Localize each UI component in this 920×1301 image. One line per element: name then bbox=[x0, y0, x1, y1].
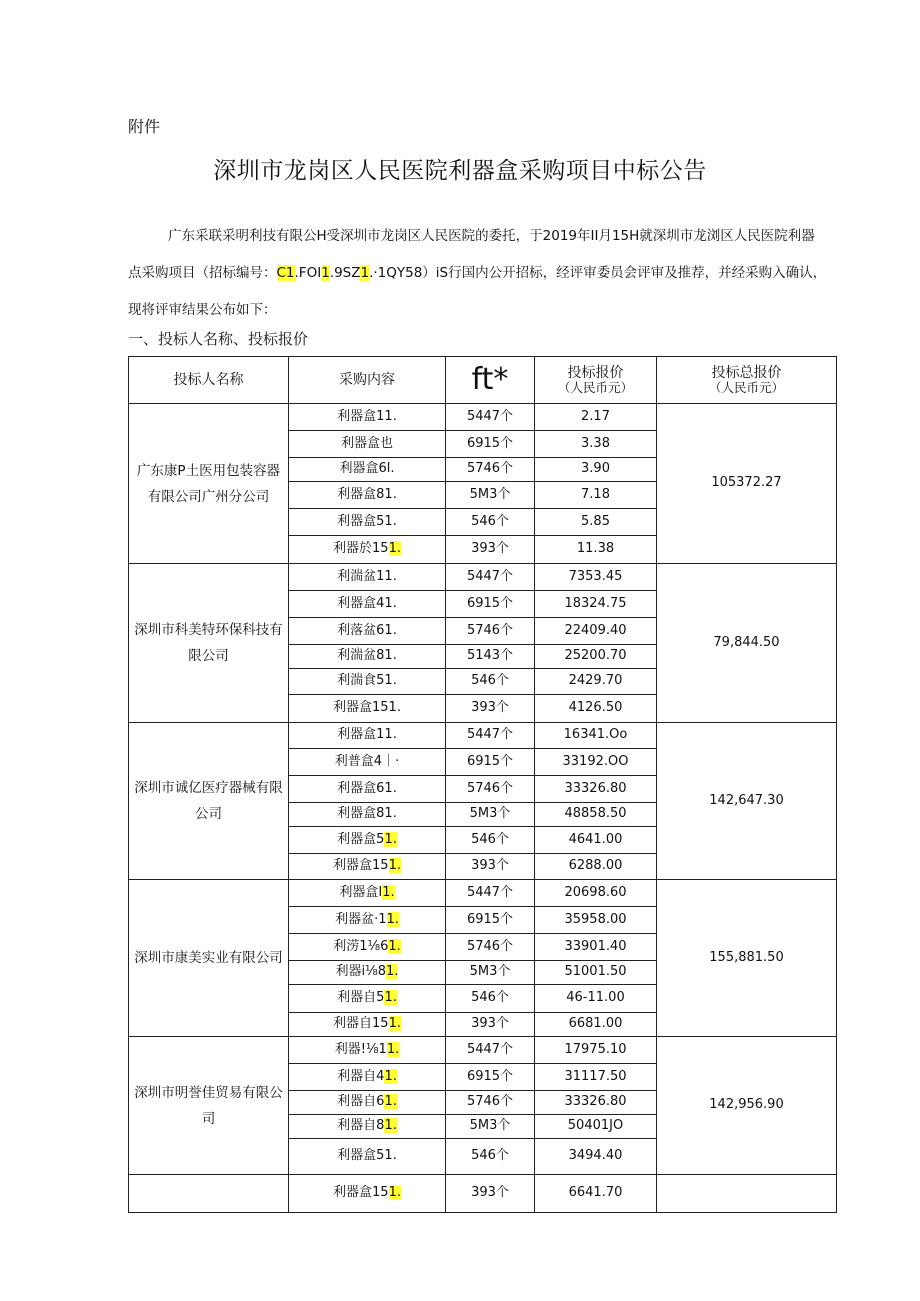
header-total bbox=[657, 357, 837, 404]
bidder-name: 深圳市康美实业有限公司 bbox=[129, 880, 289, 1037]
item-name: 利湍盆81. bbox=[337, 648, 397, 664]
item-cell bbox=[289, 749, 446, 776]
item-cell bbox=[289, 961, 446, 985]
table-row bbox=[129, 1175, 837, 1213]
item-cell bbox=[289, 1175, 446, 1213]
item-highlight: 1. bbox=[382, 884, 395, 900]
header-content: 采购内容 bbox=[289, 357, 446, 404]
item-cell bbox=[289, 591, 446, 618]
item-highlight: 1. bbox=[388, 1185, 401, 1201]
table-row bbox=[129, 564, 837, 591]
quantity-cell: 5M3个 bbox=[446, 1115, 535, 1139]
table-header-row bbox=[129, 357, 837, 404]
item-name: 利器盒也 bbox=[340, 435, 393, 451]
price-cell: 6288.00 bbox=[535, 854, 657, 880]
bid-table-body bbox=[129, 404, 837, 1213]
quantity-cell: 6915个 bbox=[446, 907, 535, 934]
item-highlight: 1. bbox=[388, 858, 401, 874]
item-cell bbox=[289, 723, 446, 749]
price-cell: 18324.75 bbox=[535, 591, 657, 618]
item-cell bbox=[289, 404, 446, 431]
item-name: 利器盒15 bbox=[333, 858, 389, 874]
price-cell: 3.90 bbox=[535, 458, 657, 482]
item-name: 利器盒81. bbox=[337, 486, 397, 502]
item-name: 利湍盆11. bbox=[337, 568, 397, 584]
price-cell: 31117.50 bbox=[535, 1064, 657, 1091]
quantity-cell: 5447个 bbox=[446, 404, 535, 431]
item-cell bbox=[289, 776, 446, 803]
item-name: 利器盒11. bbox=[337, 408, 397, 424]
price-cell: 46-11.00 bbox=[535, 985, 657, 1013]
quantity-cell: 546个 bbox=[446, 509, 535, 536]
item-name: 利器自8 bbox=[337, 1118, 385, 1134]
total-price bbox=[657, 1175, 837, 1213]
item-cell bbox=[289, 482, 446, 509]
page-title: 深圳市龙岗区人民医院利器盒采购项目中标公告 bbox=[213, 158, 707, 184]
item-highlight: 1. bbox=[384, 1094, 397, 1110]
item-name: 利器盒11. bbox=[337, 727, 397, 743]
item-name: 利器盆·1 bbox=[335, 911, 387, 927]
intro-text-c: .9SZ bbox=[329, 265, 361, 281]
item-cell bbox=[289, 1037, 446, 1064]
item-highlight: 1. bbox=[384, 831, 397, 847]
item-name: 利器!⅛1 bbox=[334, 1041, 387, 1057]
price-cell: 3494.40 bbox=[535, 1139, 657, 1175]
quantity-cell: 5143个 bbox=[446, 645, 535, 669]
price-cell: 51001.50 bbox=[535, 961, 657, 985]
price-cell: 35958.00 bbox=[535, 907, 657, 934]
item-name: 利器盒6l. bbox=[339, 461, 395, 477]
item-cell bbox=[289, 695, 446, 723]
table-row bbox=[129, 723, 837, 749]
price-cell: 48858.50 bbox=[535, 803, 657, 827]
quantity-cell: 393个 bbox=[446, 1013, 535, 1037]
item-cell bbox=[289, 645, 446, 669]
quantity-cell: 5447个 bbox=[446, 723, 535, 749]
price-cell: 5.85 bbox=[535, 509, 657, 536]
quantity-cell: 5447个 bbox=[446, 564, 535, 591]
total-price: 79,844.50 bbox=[657, 564, 837, 723]
price-cell: 22409.40 bbox=[535, 618, 657, 645]
quantity-cell: 393个 bbox=[446, 536, 535, 564]
item-cell bbox=[289, 854, 446, 880]
price-cell: 25200.70 bbox=[535, 645, 657, 669]
intro-text-d: .·1QY58）iS行国内公开招标，经评审委员会评审及推荐，并经采购入确认，现将评审结果公布如下： bbox=[128, 265, 827, 318]
bidder-name: 深圳市科美特环保科技有限公司 bbox=[129, 564, 289, 723]
quantity-cell: 5447个 bbox=[446, 880, 535, 907]
item-name: 利器盒41. bbox=[337, 595, 397, 611]
intro-text-a: 广东采联采明利技有限公H受深圳市龙岗区人民医院的委托，于2019年II月15H就深圳市龙浏区人民医院利器点采购项目（招标编号： bbox=[128, 228, 815, 281]
item-name: 利器盒81. bbox=[337, 806, 397, 822]
item-highlight: 1. bbox=[386, 1041, 400, 1057]
price-cell: 7.18 bbox=[535, 482, 657, 509]
item-name: 利器盒I bbox=[339, 884, 383, 900]
quantity-cell: 5M3个 bbox=[446, 961, 535, 985]
item-cell bbox=[289, 1091, 446, 1115]
item-highlight: 1. bbox=[384, 1118, 397, 1134]
price-cell: 50401JO bbox=[535, 1115, 657, 1139]
item-cell bbox=[289, 458, 446, 482]
item-cell bbox=[289, 1139, 446, 1175]
header-price bbox=[535, 357, 657, 404]
quantity-cell: 393个 bbox=[446, 1175, 535, 1213]
price-cell: 2429.70 bbox=[535, 669, 657, 695]
item-highlight: 1. bbox=[386, 911, 399, 927]
total-price: 142,647.30 bbox=[657, 723, 837, 880]
price-cell: 33326.80 bbox=[535, 776, 657, 803]
price-cell: 7353.45 bbox=[535, 564, 657, 591]
item-cell bbox=[289, 1013, 446, 1037]
item-name: 利器盒151. bbox=[333, 700, 401, 716]
quantity-cell: 6915个 bbox=[446, 1064, 535, 1091]
attachment-label: 附件 bbox=[128, 117, 161, 136]
table-row bbox=[129, 1037, 837, 1064]
item-name: 利器盒51. bbox=[337, 1148, 397, 1164]
bidder-name: 深圳市诚亿医疗器械有限公司 bbox=[129, 723, 289, 880]
item-name: 利器於15 bbox=[333, 541, 389, 557]
item-highlight: 1. bbox=[388, 1016, 401, 1032]
price-cell: 6681.00 bbox=[535, 1013, 657, 1037]
item-cell bbox=[289, 985, 446, 1013]
header-total-label: 投标总报价 bbox=[711, 364, 782, 381]
price-cell: 3.38 bbox=[535, 431, 657, 458]
quantity-cell: 5M3个 bbox=[446, 482, 535, 509]
intro-highlight-3: 1 bbox=[360, 265, 370, 281]
quantity-cell: 5746个 bbox=[446, 1091, 535, 1115]
quantity-cell: 546个 bbox=[446, 985, 535, 1013]
price-cell: 33192.OO bbox=[535, 749, 657, 776]
quantity-cell: 6915个 bbox=[446, 431, 535, 458]
price-cell: 6641.70 bbox=[535, 1175, 657, 1213]
item-cell bbox=[289, 1064, 446, 1091]
header-price-unit: （人民币元） bbox=[557, 379, 633, 395]
item-cell bbox=[289, 509, 446, 536]
item-cell bbox=[289, 934, 446, 961]
total-price: 142,956.90 bbox=[657, 1037, 837, 1175]
intro-paragraph bbox=[128, 218, 828, 329]
header-bidder: 投标人名称 bbox=[129, 357, 289, 404]
item-name: 利器自15 bbox=[333, 1016, 389, 1032]
item-highlight: 1. bbox=[384, 1068, 397, 1084]
item-cell bbox=[289, 907, 446, 934]
item-cell bbox=[289, 431, 446, 458]
item-highlight: 1. bbox=[388, 541, 401, 557]
item-name: 利器自4 bbox=[337, 1068, 385, 1084]
header-price-label: 投标报价 bbox=[567, 364, 624, 381]
quantity-cell: 5746个 bbox=[446, 618, 535, 645]
item-cell bbox=[289, 880, 446, 907]
header-total-unit: （人民币元） bbox=[708, 379, 784, 395]
bidder-name: 深圳市明誉佳贸易有限公司 bbox=[129, 1037, 289, 1175]
header-quantity: ft* bbox=[446, 357, 535, 404]
price-cell: 20698.60 bbox=[535, 880, 657, 907]
intro-highlight-2: 1 bbox=[321, 265, 330, 281]
intro-highlight-1: C1 bbox=[276, 265, 295, 281]
quantity-cell: 5M3个 bbox=[446, 803, 535, 827]
section-heading: 一、投标人名称、投标报价 bbox=[128, 330, 309, 348]
price-cell: 4641.00 bbox=[535, 827, 657, 854]
quantity-cell: 6915个 bbox=[446, 591, 535, 618]
quantity-cell: 6915个 bbox=[446, 749, 535, 776]
total-price: 105372.27 bbox=[657, 404, 837, 564]
table-row bbox=[129, 880, 837, 907]
item-name: 利器盒15 bbox=[333, 1185, 389, 1201]
item-cell bbox=[289, 669, 446, 695]
item-name: 利涝1⅛6 bbox=[333, 938, 389, 954]
table-row bbox=[129, 404, 837, 431]
item-cell bbox=[289, 618, 446, 645]
quantity-cell: 546个 bbox=[446, 1139, 535, 1175]
price-cell: 2.17 bbox=[535, 404, 657, 431]
bidder-name bbox=[129, 1175, 289, 1213]
item-name: 利普盒4｜· bbox=[334, 753, 400, 769]
quantity-cell: 5746个 bbox=[446, 458, 535, 482]
quantity-cell: 546个 bbox=[446, 669, 535, 695]
quantity-cell: 393个 bbox=[446, 695, 535, 723]
item-cell bbox=[289, 536, 446, 564]
intro-text-b: .FOI bbox=[294, 265, 322, 281]
total-price: 155,881.50 bbox=[657, 880, 837, 1037]
item-name: 利器自5 bbox=[337, 990, 385, 1006]
item-name: 利器盒61. bbox=[337, 780, 397, 796]
item-cell bbox=[289, 564, 446, 591]
item-cell bbox=[289, 827, 446, 854]
bidder-name: 广东康P土医用包装容器有限公司广州分公司 bbox=[129, 404, 289, 564]
item-name: 利器盒5 bbox=[337, 831, 385, 847]
price-cell: 16341.Oo bbox=[535, 723, 657, 749]
price-cell: 11.38 bbox=[535, 536, 657, 564]
quantity-cell: 393个 bbox=[446, 854, 535, 880]
price-cell: 33326.80 bbox=[535, 1091, 657, 1115]
item-highlight: 1. bbox=[386, 964, 399, 980]
item-cell bbox=[289, 1115, 446, 1139]
item-name: 利器i⅛8 bbox=[335, 964, 387, 980]
price-cell: 4126.50 bbox=[535, 695, 657, 723]
quantity-cell: 546个 bbox=[446, 827, 535, 854]
item-name: 利落盆61. bbox=[337, 622, 397, 638]
item-highlight: 1. bbox=[388, 938, 401, 954]
quantity-cell: 5447个 bbox=[446, 1037, 535, 1064]
price-cell: 17975.10 bbox=[535, 1037, 657, 1064]
item-highlight: 1. bbox=[384, 990, 397, 1006]
quantity-cell: 5746个 bbox=[446, 776, 535, 803]
item-name: 利器盒51. bbox=[337, 513, 397, 529]
quantity-cell: 5746个 bbox=[446, 934, 535, 961]
bid-table bbox=[128, 356, 837, 1213]
item-name: 利湍食51. bbox=[337, 673, 397, 689]
item-cell bbox=[289, 803, 446, 827]
price-cell: 33901.40 bbox=[535, 934, 657, 961]
item-name: 利器自6 bbox=[337, 1094, 385, 1110]
